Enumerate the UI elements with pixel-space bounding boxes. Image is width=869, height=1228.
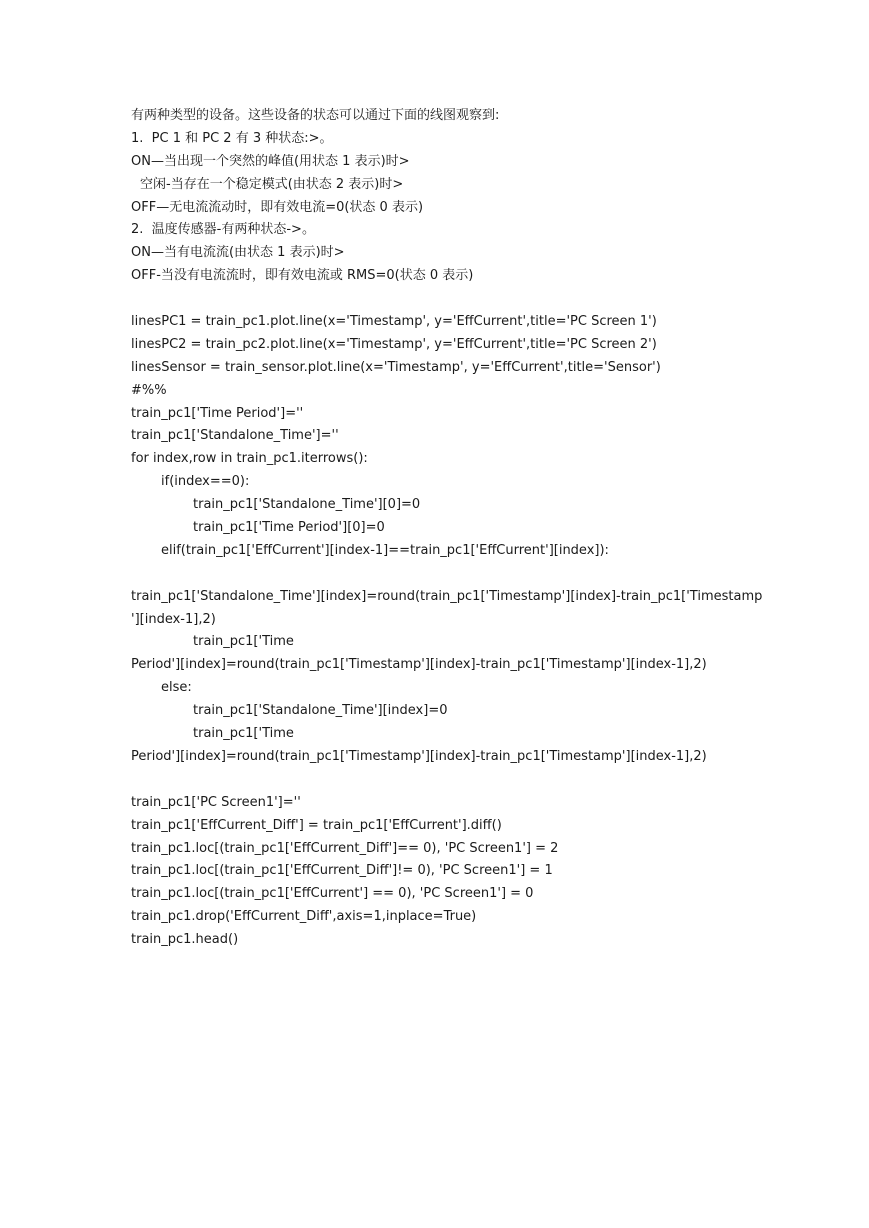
code-line: Period'][index]=round(train_pc1['Timestamp'][index]-train_pc1['Timestamp'][index-1],2) [131,657,707,673]
code-line: train_pc1['Time [193,726,294,742]
spacer [131,288,751,311]
code-line: train_pc1.loc[(train_pc1['EffCurrent_Diff']!= 0), 'PC Screen1'] = 1 [131,863,553,879]
intro-sensor-on: ON—当有电流流(由状态 1 表示)时> [131,245,345,261]
code-line: train_pc1.loc[(train_pc1['EffCurrent'] == 0), 'PC Screen1'] = 0 [131,886,534,902]
intro-sensor-off: OFF-当没有电流流时，即有效电流或 RMS=0(状态 0 表示) [131,268,474,284]
intro-list-item-sensor: 2. 温度传感器-有两种状态->。 [131,222,315,238]
code-line: if(index==0): [161,474,250,490]
code-line: elif(train_pc1['EffCurrent'][index-1]==train_pc1['EffCurrent'][index]): [161,542,609,558]
intro-list-item-pc: 1. PC 1 和 PC 2 有 3 种状态:>。 [131,130,333,146]
code-line: for index,row in train_pc1.iterrows(): [131,451,368,467]
code-line: linesPC2 = train_pc2.plot.line(x='Timestamp', y='EffCurrent',title='PC Screen 2') [131,336,657,352]
spacer [131,563,751,586]
intro-line: 有两种类型的设备。这些设备的状态可以通过下面的线图观察到: [131,108,500,123]
code-line: linesPC1 = train_pc1.plot.line(x='Timestamp', y='EffCurrent',title='PC Screen 1') [131,314,657,330]
code-line: train_pc1['Standalone_Time']='' [131,428,339,444]
code-line: '][index-1],2) [131,611,216,627]
code-line: train_pc1.drop('EffCurrent_Diff',axis=1,inplace=True) [131,909,477,925]
code-line: train_pc1.loc[(train_pc1['EffCurrent_Diff']== 0), 'PC Screen1'] = 2 [131,840,559,856]
spacer [131,769,751,792]
code-line: train_pc1.head() [131,932,239,948]
code-line: Period'][index]=round(train_pc1['Timestamp'][index]-train_pc1['Timestamp'][index-1],2) [131,748,707,764]
code-line: train_pc1['Time [193,634,294,650]
intro-state-off: OFF—无电流流动时，即有效电流=0(状态 0 表示) [131,199,424,215]
code-line: linesSensor = train_sensor.plot.line(x='Timestamp', y='EffCurrent',title='Sensor') [131,359,661,375]
code-line: train_pc1['PC Screen1']='' [131,794,301,810]
intro-state-on: ON—当出现一个突然的峰值(用状态 1 表示)时> [131,153,410,169]
intro-state-idle: 空闲-当存在一个稳定模式(由状态 2 表示)时> [140,176,404,192]
code-line: train_pc1['EffCurrent_Diff'] = train_pc1['EffCurrent'].diff() [131,817,502,833]
code-line: train_pc1['Standalone_Time'][index]=0 [193,703,448,719]
code-line: #%% [131,382,167,398]
document-body [131,105,763,952]
code-line: train_pc1['Time Period'][0]=0 [193,520,385,536]
code-line: train_pc1['Standalone_Time'][index]=round(train_pc1['Timestamp'][index]-train_pc1['Timestamp [131,588,763,604]
code-line: train_pc1['Standalone_Time'][0]=0 [193,497,421,513]
code-line: else: [161,680,192,696]
code-line: train_pc1['Time Period']='' [131,405,304,421]
